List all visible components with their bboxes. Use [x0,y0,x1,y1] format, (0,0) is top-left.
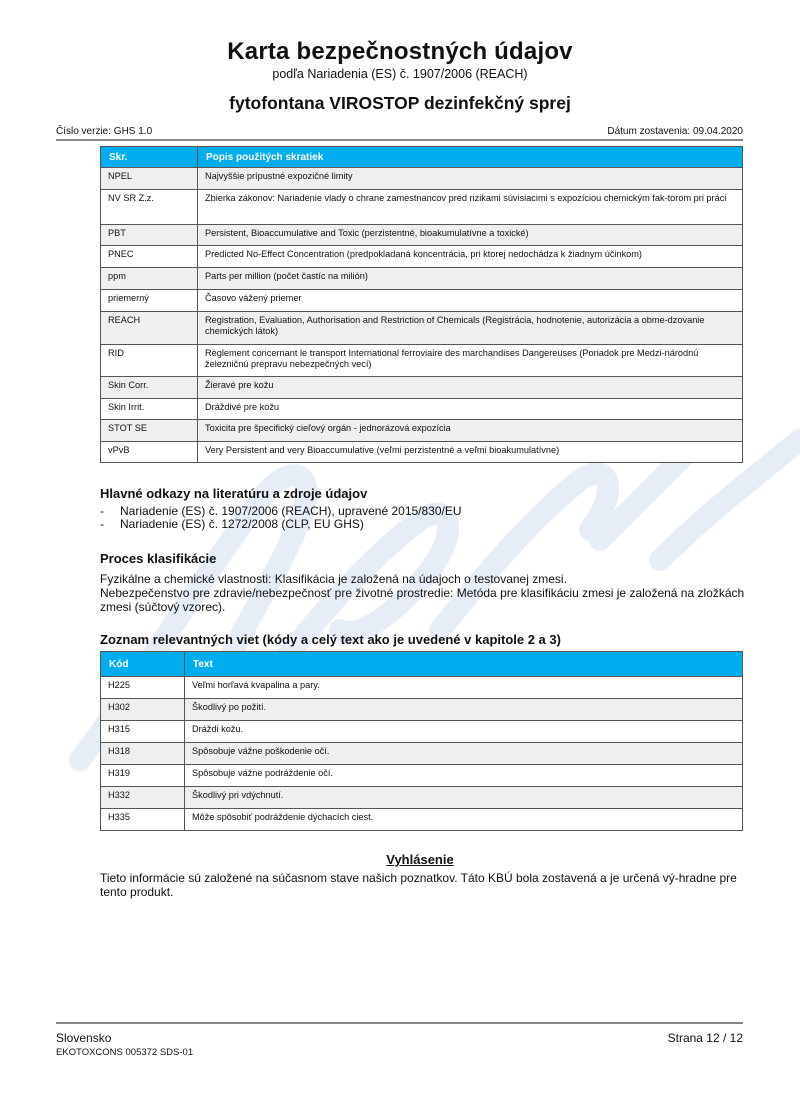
abbr-cell: RID [101,345,198,377]
references-list [100,505,462,530]
abbr-cell: STOT SE [101,420,198,442]
table-row [101,442,743,463]
table-header-row [101,147,743,168]
code-cell: H319 [101,765,185,787]
desc-cell: Persistent, Bioaccumulative and Toxic (perzistentné, bioakumulatívne a toxické) [198,225,743,246]
bullet-dash: - [100,504,104,518]
code-cell: H315 [101,721,185,743]
table-row [101,721,743,743]
references-heading: Hlavné odkazy na literatúru a zdroje údajov [100,486,368,501]
classification-heading: Proces klasifikácie [100,551,217,566]
desc-cell: Parts per million (počet častíc na milión) [198,268,743,290]
version-number: Číslo verzie: GHS 1.0 [56,126,153,137]
document-subtitle: podľa Nariadenia (ES) č. 1907/2006 (REACH) [272,67,528,81]
desc-cell: Žieravé pre kožu [198,377,743,399]
column-header-text: Text [185,652,743,677]
abbr-cell: NPEL [101,168,198,190]
footer-document-id: EKOTOXCONS 005372 SDS-01 [56,1047,194,1058]
abbr-cell: NV SR Z.z. [101,190,198,225]
reference-text: Nariadenie (ES) č. 1907/2006 (REACH), upravené 2015/830/EU [120,504,462,518]
classification-text [100,572,750,614]
desc-cell: Časovo vážený priemer [198,290,743,312]
table-row [101,765,743,787]
table-row [101,225,743,246]
table-row [101,743,743,765]
text-cell: Dráždi kožu. [185,721,743,743]
footer-country: Slovensko [56,1031,112,1045]
classification-line-1: Fyzikálne a chemické vlastnosti: Klasifikácia je založená na údajoch o testovanej zmesi. [100,572,567,586]
text-cell: Škodlivý po požití. [185,699,743,721]
table-row [101,190,743,225]
desc-cell: Zbierka zákonov: Nariadenie vlady o chrane zamestnancov pred rizikami súvisiacimi s expozíciou chemickým fak-torom pri práci [198,190,743,225]
text-cell: Škodlivý pri vdýchnutí. [185,787,743,809]
table-row [101,168,743,190]
code-cell: H318 [101,743,185,765]
table-row [101,246,743,268]
desc-cell: Règlement concernant le transport International ferroviaire des marchandises Dangereuses (Poriadok pre Medzi-národnú železničnú prepravu nebezpečných vecí) [198,345,743,377]
code-cell: H225 [101,677,185,699]
declaration-heading: Vyhlásenie [386,852,454,867]
text-cell: Spôsobuje vážne podráždenie očí. [185,765,743,787]
code-cell: H302 [101,699,185,721]
column-header-abbr: Skr. [101,147,198,168]
desc-cell: Registration, Evaluation, Authorisation and Restriction of Chemicals (Registrácia, hodnotenie, autorizácia a obme-dzovanie chemických látok) [198,312,743,345]
desc-cell: Najvyššie prípustné expozičné limity [198,168,743,190]
text-cell: Veľmi horľavá kvapalina a pary. [185,677,743,699]
reference-text: Nariadenie (ES) č. 1272/2008 (CLP, EU GHS) [120,516,364,531]
table-row [101,787,743,809]
table-row [101,809,743,831]
table-row [101,377,743,399]
text-cell: Môže spôsobiť podráždenie dýchacích ciest. [185,809,743,831]
abbr-cell: Skin Corr. [101,377,198,399]
hstatements-heading: Zoznam relevantných viet (kódy a celý text ako je uvedené v kapitole 2 a 3) [100,632,561,647]
footer-divider [56,1022,743,1024]
bullet-dash: - [100,516,104,531]
page-number: Strana 12 / 12 [667,1031,743,1045]
abbr-cell: PBT [101,225,198,246]
text-cell: Spôsobuje vážne poškodenie očí. [185,743,743,765]
declaration-text: Tieto informácie sú založené na súčasnom stave našich poznatkov. Táto KBÚ bola zostavená a je určená vý-hradne pre tento produkt. [100,871,737,899]
abbr-cell: priemerný [101,290,198,312]
classification-line-2: Nebezpečenstvo pre zdravie/nebezpečnosť pre životné prostredie: Metóda pre klasifikáciu zmesi je založená na zložkách zmesi (súčtový vzorec). [100,586,745,614]
table-row [101,268,743,290]
abbr-cell: ppm [101,268,198,290]
code-cell: H335 [101,809,185,831]
table-header-row [101,652,743,677]
desc-cell: Toxicita pre špecifický cieľový orgán - jednorázová expozícia [198,420,743,442]
table-row [101,345,743,377]
product-name: fytofontana VIROSTOP dezinfekčný sprej [229,93,571,113]
table-row [101,677,743,699]
desc-cell: Very Persistent and very Bioaccumulative (veľmi perzistentné a veľmi bioakumulatívne) [198,442,743,463]
column-header-code: Kód [101,652,185,677]
list-item [100,518,462,531]
desc-cell: Predicted No-Effect Concentration (predpokladaná koncentrácia, pri ktorej nedochádza k žiadnym účinkom) [198,246,743,268]
table-row [101,699,743,721]
table-row [101,312,743,345]
document-title: Karta bezpečnostných údajov [227,38,573,65]
header-divider [56,139,743,141]
table-row [101,399,743,420]
hstatements-table [100,651,743,831]
abbr-cell: REACH [101,312,198,345]
abbr-cell: Skin Irrit. [101,399,198,420]
abbr-cell: PNEC [101,246,198,268]
table-row [101,290,743,312]
abbr-cell: vPvB [101,442,198,463]
compilation-date: Dátum zostavenia: 09.04.2020 [607,126,743,137]
desc-cell: Dráždivé pre kožu [198,399,743,420]
column-header-description: Popis použitých skratiek [198,147,743,168]
table-row [101,420,743,442]
abbreviations-table [100,146,743,463]
code-cell: H332 [101,787,185,809]
